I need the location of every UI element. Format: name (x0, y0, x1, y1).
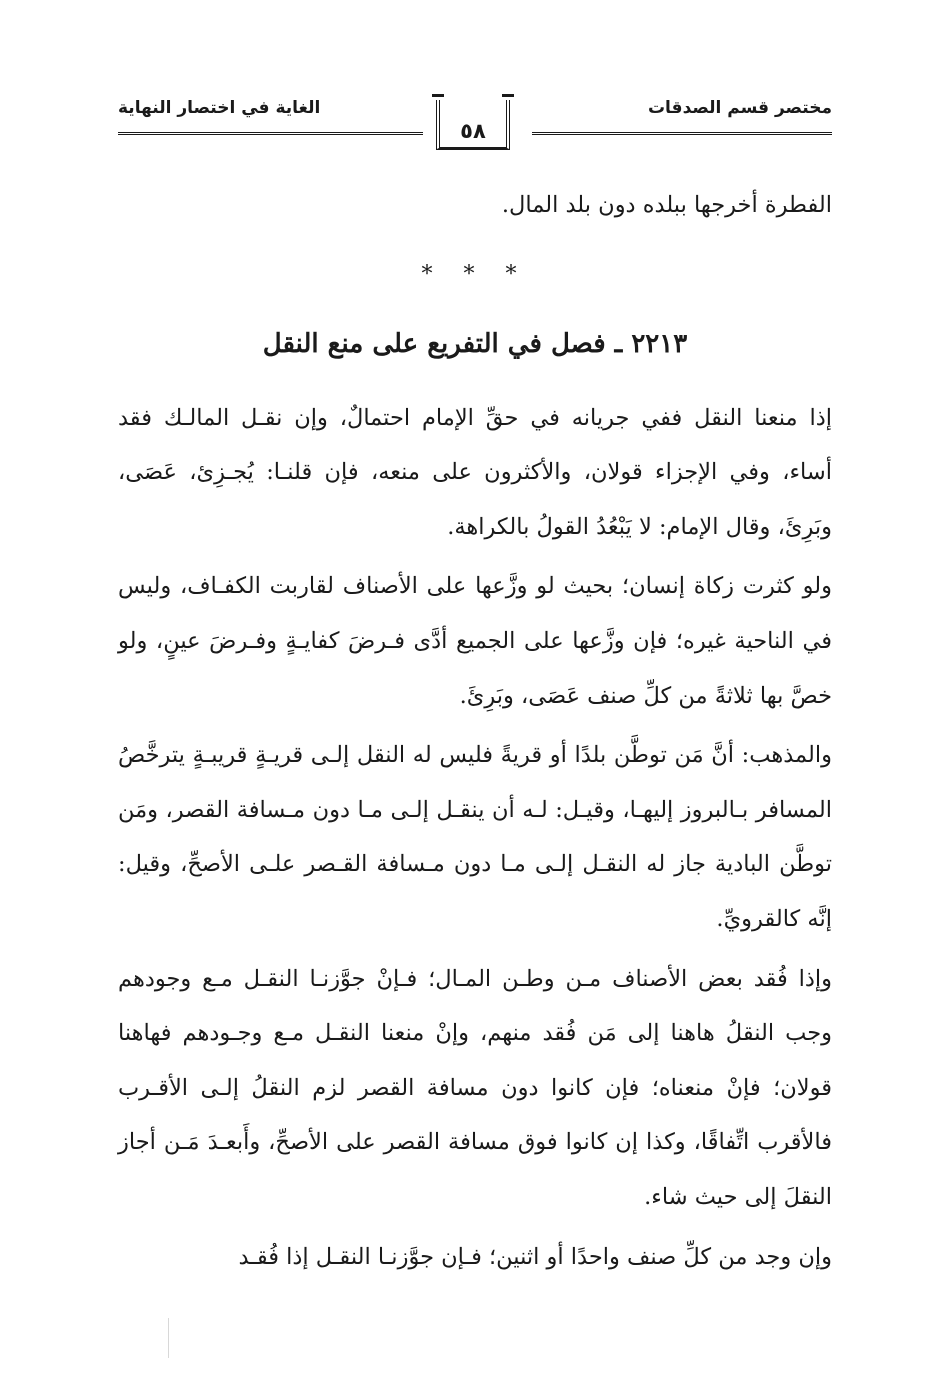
paragraph: والمذهب: أنَّ مَن توطَّن بلدًا أو قريةً فليس له النقل إلـى قريـةٍ قريبـةٍ يترخَّصُ المسافر بـالبروز إليهـا، وقيـل: لـه أن ينقـل إلـى مـا دون مـسافة القصر، ومَن توطَّن البادية جاز له النقـل إلـى مـا دون مـسافة القـصر علـى الأصحِّ، وقيل: إنَّه كالقرويِّ. (118, 742, 832, 932)
paragraph: وإن وجد من كلِّ صنف واحدًا أو اثنين؛ فـإن جوَّزنـا النقـل إذا فُقـد (238, 1243, 832, 1270)
page-number: ٥٨ (460, 119, 486, 143)
page-body (118, 178, 832, 1284)
section-separator: * * * (421, 261, 529, 287)
intro-line: الفطرة أخرجها ببلده دون بلد المال. (501, 192, 832, 218)
paragraph: وإذا فُقد بعض الأصناف مـن وطـن المـال؛ فـإنْ جوَّزنـا النقـل مـع وجودهم وجب النقلُ هاهنا إلى مَن فُقد منهم، وإنْ منعنا النقـل مـع وجـودهم فهاهنا قولان؛ فإنْ منعناه؛ فإن كانوا دون مسافة القصر لزم النقلُ إلـى الأقـرب فالأقرب اتِّفاقًا، وكذا إن كانوا فوق مسافة القصر على الأصحِّ، وأَبعـدَ مَـن أجاز النقلَ إلى حيث شاء. (118, 965, 832, 1210)
header-rule-right (532, 132, 832, 135)
page-number-frame (436, 100, 510, 150)
scan-mark (168, 1318, 169, 1358)
paragraph: ولو كثرت زكاة إنسان؛ بحيث لو وزَّعها على الأصناف لقاربت الكفـاف، وليس في الناحية غيره؛ فإن وزَّعها على الجميع أدَّى فـرضَ كفايـةٍ وفـرضَ عينٍ، ولو خصَّ بها ثلاثةً من كلِّ صنف عَصَى، وبَرِئَ. (118, 573, 832, 709)
section-title: ٢٢١٣ ـ فصل في التفريع على منع النقل (262, 328, 688, 359)
header-chapter-title: مختصر قسم الصدقات (647, 98, 832, 118)
running-header (118, 92, 832, 150)
paragraph: إذا منعنا النقل ففي جريانه في حقِّ الإمام احتمالٌ، وإن نقـل المالـك فقد أساء، وفي الإجزاء قولان، والأكثرون على منعه، فإن قلنـا: يُجـزِئ، عَصَى، وبَرِئَ، وقال الإمام: لا يَبْعُدُ القولُ بالكراهة. (118, 404, 832, 540)
header-book-title: الغاية في اختصار النهاية (118, 98, 321, 118)
header-rule-left (118, 132, 423, 135)
